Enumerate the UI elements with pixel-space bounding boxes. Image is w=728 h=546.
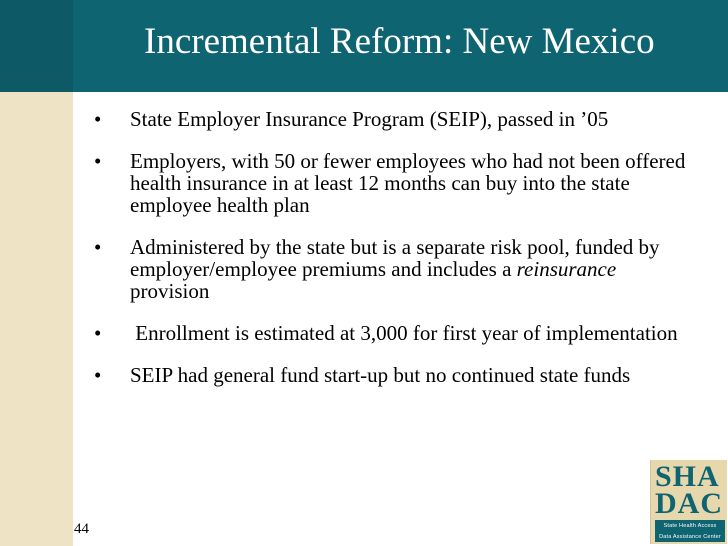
- bullet-text: Enrollment is estimated at 3,000 for first year of implementation: [130, 321, 678, 345]
- bullet-text: Employers, with 50 or fewer employees who had not been offered health insurance in at least 12 months can buy into the state employee health plan: [130, 149, 686, 217]
- bullet-item: [88, 236, 700, 302]
- bullet-item: [88, 322, 700, 344]
- bullet-list: [88, 108, 700, 386]
- bullet-marker: •: [94, 321, 102, 345]
- bullet-marker: •: [94, 107, 102, 131]
- bullet-text-after: provision: [130, 279, 210, 303]
- title-bar-left-block: [0, 0, 73, 92]
- page-number: 44: [74, 521, 89, 537]
- bullet-text-emphasis: reinsurance: [516, 257, 617, 281]
- logo-line-1: SHA: [655, 460, 720, 493]
- bullet-marker: •: [94, 363, 102, 387]
- bullet-text: State Employer Insurance Program (SEIP), passed in ’05: [130, 107, 609, 131]
- bullet-item: [88, 108, 700, 130]
- bullet-text-before: Administered by the state but is a separate risk pool, funded by employer/employee premiums and includes a: [130, 235, 660, 281]
- bullet-item: [88, 364, 700, 386]
- bullet-marker: •: [94, 149, 102, 173]
- slide-title: Incremental Reform: New Mexico: [144, 21, 655, 62]
- logo-caption-line-2: Data Assistance Center: [659, 534, 721, 540]
- title-bar: [0, 0, 728, 92]
- bullet-item: [88, 150, 700, 216]
- shadac-logo: [650, 460, 727, 544]
- logo-caption-line-1: State Health Access: [663, 523, 717, 529]
- logo-caption-strip: [655, 520, 725, 542]
- bullet-marker: •: [94, 235, 102, 259]
- logo-line-2: DAC: [655, 487, 723, 520]
- logo-letters: [655, 460, 725, 520]
- bullet-text: SEIP had general fund start-up but no continued state funds: [130, 363, 631, 387]
